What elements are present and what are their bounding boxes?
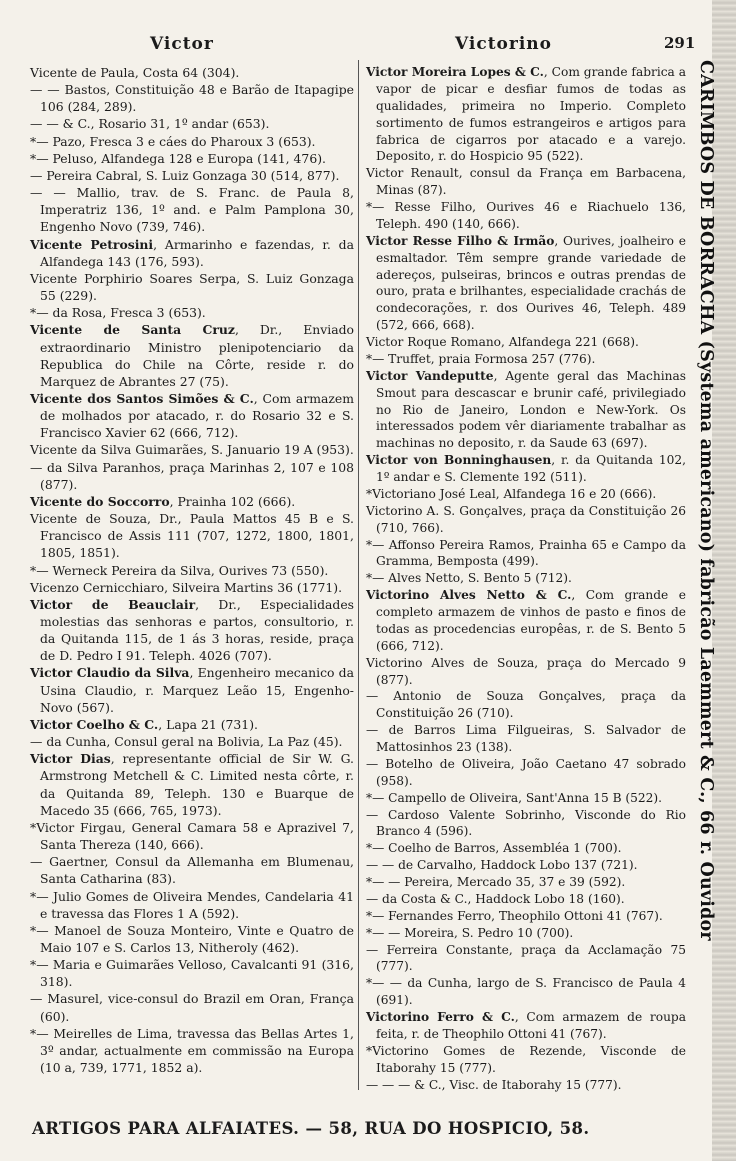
directory-entry: — Cardoso Valente Sobrinho, Visconde do Rio Branco 4 (596).: [366, 807, 686, 839]
directory-entry: *— Manoel de Souza Monteiro, Vinte e Quatro de Maio 107 e S. Carlos 13, Nitheroly (462).: [30, 922, 354, 955]
directory-entry: *— da Rosa, Fresca 3 (653).: [30, 305, 206, 321]
directory-entry: — — de Carvalho, Haddock Lobo 137 (721).: [366, 858, 638, 873]
directory-entry: Vicente Petrosini, Armarinho e fazendas, r. da Alfandega 143 (176, 593).: [30, 236, 355, 269]
directory-entry: — de Barros Lima Filgueiras, S. Salvador de Mattosinhos 23 (138).: [366, 723, 686, 754]
directory-entry: Victor Coelho & C., Lapa 21 (731).: [30, 716, 258, 732]
directory-entry: Victor de Beauclair, Dr., Especialidades molestias das senhoras e partos, consultorio, r. da Quitanda 115, de 1 ás 3 horas, reside, praça de D. Pedro I 91. Teleph. 4026 (707).: [30, 596, 355, 664]
directory-entry: Victorino A. S. Gonçalves, praça da Constituição 26 (710, 766).: [366, 503, 686, 535]
directory-entry: — da Silva Paranhos, praça Marinhas 2, 107 e 108 (877).: [30, 459, 354, 492]
directory-entry: *— Pazo, Fresca 3 e cáes do Pharoux 3 (653).: [30, 133, 316, 149]
directory-entry: Vicente de Santa Cruz, Dr., Enviado extraordinario Ministro plenipotenciario da Republica do Chile na Côrte, reside r. do Marquez de Abrantes 27 (75).: [30, 322, 354, 389]
directory-entry: — — — & C., Visc. de Itaborahy 15 (777).: [366, 1077, 622, 1092]
directory-entry: Victor von Bonninghausen, r. da Quitanda 102, 1º andar e S. Clemente 192 (511).: [366, 453, 686, 484]
directory-entry: Vicente dos Santos Simões & C., Com armazem de molhados por atacado, r. do Rosario 32 e S. Francisco Xavier 62 (666, 712).: [30, 390, 354, 441]
directory-entry: Victor Renault, consul da França em Barbacena, Minas (87).: [366, 166, 686, 198]
directory-entry: — Gaertner, Consul da Allemanha em Blumenau, Santa Catharina (83).: [30, 854, 354, 887]
directory-entry: Victor Dias, representante official de Sir W. G. Armstrong Metchell & C. Limited nesta côrte, r. da Quitanda 89, Teleph. 130 e Buarque de Macedo 35 (666, 765, 1973).: [30, 751, 354, 818]
directory-entry: *Victoriano José Leal, Alfandega 16 e 20 (666).: [366, 486, 657, 501]
directory-entry: *— Peluso, Alfandega 128 e Europa (141, 476).: [30, 150, 326, 166]
directory-entry: Vicente de Souza, Dr., Paula Mattos 45 B e S. Francisco de Assis 111 (707, 1272, 1800, 1801, 1805, 1851).: [30, 511, 354, 561]
running-head-left: Victor: [150, 34, 214, 54]
directory-entry: *— Julio Gomes de Oliveira Mendes, Candelaria 41 e travessa das Flores 1 A (592).: [30, 888, 354, 921]
directory-entry: *— Truffet, praia Formosa 257 (776).: [366, 351, 596, 366]
directory-entry: *— — da Cunha, largo de S. Francisco de Paula 4 (691).: [366, 976, 686, 1008]
right-column: [366, 64, 686, 1093]
directory-entry: *— — Moreira, S. Pedro 10 (700).: [366, 925, 574, 940]
directory-entry: — Masurel, vice-consul do Brazil em Oran, França (60).: [30, 991, 354, 1024]
directory-entry: — da Cunha, Consul geral na Bolivia, La Paz (45).: [30, 734, 343, 750]
directory-entry: Victor Claudio da Silva, Engenheiro mecanico da Usina Claudio, r. Marquez Leão 15, Engenho-Novo (567).: [30, 665, 354, 715]
directory-entry: Victorino Alves de Souza, praça do Mercado 9 (877).: [366, 655, 686, 687]
directory-entry: Vicente da Silva Guimarães, S. Januario 19 A (953).: [30, 442, 354, 458]
side-advertisement: [682, 60, 722, 1100]
directory-entry: Victor Moreira Lopes & C., Com grande fabrica a vapor de picar e desfiar fumos de todas as qualidades, primeira no Imperio. Completo sortimento de fumos estrangeiros e artigos para fabrica de cigarros por atacado e a varejo. Deposito, r. do Hospicio 95 (522).: [366, 65, 686, 164]
left-column: [30, 64, 354, 1076]
directory-entry: — Pereira Cabral, S. Luiz Gonzaga 30 (514, 877).: [30, 167, 340, 183]
directory-entry: Vicente Porphirio Soares Serpa, S. Luiz Gonzaga 55 (229).: [30, 270, 354, 304]
directory-entry: *— Alves Netto, S. Bento 5 (712).: [366, 571, 572, 586]
directory-entry: *— Meirelles de Lima, travessa das Bellas Artes 1, 3º andar, actualmente em commissão na Europa (10 a, 739, 1771, 1852 a).: [30, 1025, 354, 1076]
directory-entry: *— Campello de Oliveira, Sant'Anna 15 B (522).: [366, 790, 663, 805]
directory-entry: Victor Resse Filho & Irmão, Ourives, joalheiro e esmaltador. Têm sempre grande variedade de adereços, pulseiras, brincos e outras prendas de ouro, prata e brilhantes, especialidade crachás de condecorações, r. dos Ourives 46, Teleph. 489 (572, 666, 668).: [366, 233, 686, 333]
directory-entry: Vicenzo Cernicchiaro, Silveira Martins 36 (1771).: [30, 579, 343, 595]
directory-entry: — Ferreira Constante, praça da Acclamação 75 (777).: [366, 942, 686, 974]
directory-entry: Victor Roque Romano, Alfandega 221 (668).: [366, 335, 639, 349]
directory-entry: — — Mallio, trav. de S. Franc. de Paula 8, Imperatriz 136, 1º and. e Palm Pamplona 30, Engenho Novo (739, 746).: [30, 185, 354, 235]
directory-entry: *— — Pereira, Mercado 35, 37 e 39 (592).: [366, 875, 626, 889]
directory-entry: *Victorino Gomes de Rezende, Visconde de Itaborahy 15 (777).: [366, 1043, 686, 1075]
directory-entry: Victorino Ferro & C., Com armazem de roupa feita, r. de Theophilo Ottoni 41 (767).: [366, 1010, 686, 1041]
directory-entry: *— Resse Filho, Ourives 46 e Riachuelo 136, Teleph. 490 (140, 666).: [366, 200, 686, 231]
directory-entry: *— Fernandes Ferro, Theophilo Ottoni 41 (767).: [366, 908, 663, 923]
running-head-right: Victorino: [455, 34, 553, 54]
directory-entry: — — & C., Rosario 31, 1º andar (653).: [30, 116, 270, 132]
directory-entry: Vicente de Paula, Costa 64 (304).: [30, 65, 240, 80]
directory-entry: — da Costa & C., Haddock Lobo 18 (160).: [366, 891, 625, 906]
column-divider: [358, 60, 359, 1090]
directory-entry: — — Bastos, Constituição 48 e Barão de Itapagipe 106 (284, 289).: [30, 82, 354, 115]
footer-advertisement: ARTIGOS PARA ALFAIATES. — 58, RUA DO HOSPICIO, 58.: [32, 1119, 590, 1138]
directory-entry: — Antonio de Souza Gonçalves, praça da Constituição 26 (710).: [366, 689, 686, 721]
directory-entry: — Botelho de Oliveira, João Caetano 47 sobrado (958).: [366, 756, 686, 788]
directory-entry: *— Coelho de Barros, Assembléa 1 (700).: [366, 841, 622, 856]
directory-entry: Victor Vandeputte, Agente geral das Machinas Smout para descascar e brunir café, privilegiado no Rio de Janeiro, London e New-York. Os interessados podem vêr diariamente trabalhar as machinas no deposito, r. da Saude 63 (697).: [366, 368, 686, 451]
directory-entry: *Victor Firgau, General Camara 58 e Aprazivel 7, Santa Thereza (140, 666).: [30, 819, 354, 853]
directory-entry: *— Werneck Pereira da Silva, Ourives 73 (550).: [30, 562, 329, 578]
directory-entry: *— Maria e Guimarães Velloso, Cavalcanti 91 (316, 318).: [30, 957, 354, 990]
page-number: 291: [664, 34, 696, 52]
directory-entry: Vicente do Soccorro, Prainha 102 (666).: [30, 493, 296, 509]
directory-entry: Victorino Alves Netto & C., Com grande e completo armazem de vinhos de pasto e finos de todas as procedencias europêas, r. de S. Bento 5 (666, 712).: [366, 588, 686, 653]
directory-entry: *— Affonso Pereira Ramos, Prainha 65 e Campo da Gramma, Bemposta (499).: [366, 537, 686, 569]
side-advertisement-text: CARIMBOS DE BORRACHA (Systema americano) fabricão Laemmert & C., 66 r. Ouvidor: [696, 60, 716, 941]
